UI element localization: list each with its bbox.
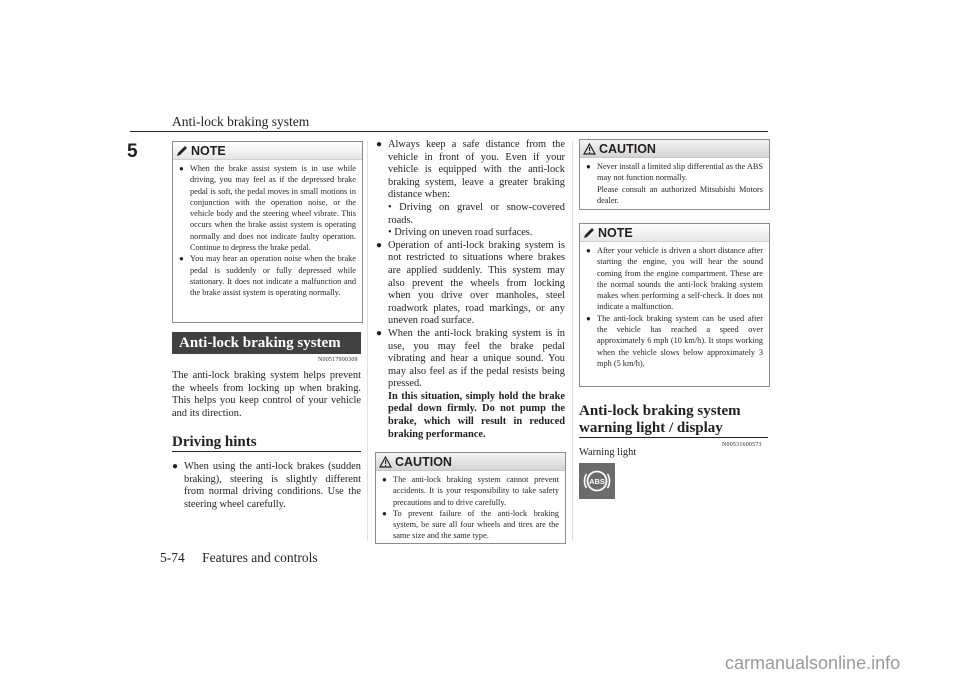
abs-icon-label: ABS <box>589 476 605 486</box>
note-list <box>179 163 356 299</box>
section-code: N00531600573 <box>722 442 762 448</box>
note-box-header <box>580 224 769 242</box>
caution-item: ● Never install a limited slip differential as the ABS may not function normally. Please consult an authorized Mitsubishi Motors dealer. <box>586 162 763 205</box>
bullet-icon: ● <box>376 139 383 150</box>
list-item: ● Always keep a safe distance from the vehicle in front of you. Even if your vehicle is equipped with the anti-lock braking system, leave a greater braking distance when: • Driving on gravel or snow-covered roads. • Driving on uneven road surfaces. <box>376 139 565 239</box>
driving-hints-list <box>172 461 361 511</box>
bullet-icon: ● <box>179 254 184 264</box>
subsection-title: Driving hints <box>172 434 361 452</box>
bullet-icon: ● <box>382 508 387 518</box>
caution-box-title: CAUTION <box>599 141 656 156</box>
chapter-tab: 5 <box>127 141 138 162</box>
caution-box-header <box>376 453 565 471</box>
note-item: ● The anti-lock braking system can be used after the vehicle has reached a speed over approximately 6 mph (10 km/h). It stops working when the vehicle slows below approximately 3 mph (5 km/h). <box>586 313 763 368</box>
section-code: N00517900309 <box>318 357 358 363</box>
safety-list <box>376 139 565 441</box>
note-pencil-icon <box>176 145 188 157</box>
page-header-title: Anti-lock braking system <box>172 114 310 129</box>
note-pencil-icon <box>583 227 595 239</box>
bullet-icon: ● <box>179 164 184 173</box>
header-rule <box>130 131 768 132</box>
warning-section-title: Anti-lock braking system warning light / display <box>579 403 768 438</box>
chapter-name: Features and controls <box>202 550 318 565</box>
caution-list <box>382 474 559 542</box>
bullet-icon: ● <box>172 461 179 472</box>
column-divider <box>572 141 573 541</box>
note-box-abs <box>579 223 770 387</box>
note-box-title: NOTE <box>598 225 633 240</box>
caution-box-title: CAUTION <box>395 454 452 469</box>
intro-paragraph: The anti-lock braking system helps prevent the wheels from locking up when braking. This helps you keep control of your vehicle and its direction. <box>172 370 361 419</box>
bullet-icon: ● <box>376 327 383 339</box>
caution-item: ● To prevent failure of the anti-lock braking system, be sure all four wheels and tires are the same size and the same type. <box>382 508 559 541</box>
warning-triangle-icon <box>583 143 596 155</box>
abs-warning-light-icon <box>579 463 615 499</box>
page-footer <box>160 550 318 566</box>
note-box-brake-assist <box>172 141 363 323</box>
note-box-header <box>173 142 362 160</box>
list-item: ● When using the anti-lock brakes (sudden braking), steering is slightly different from normal driving conditions. Use the steering wheel carefully. <box>172 461 361 510</box>
bullet-icon: ● <box>586 162 591 171</box>
section-banner: Anti-lock braking system <box>172 332 361 354</box>
note-item: ● After your vehicle is driven a short distance after starting the engine, you will hear the sound coming from the engine compartment. These are the normal sounds the anti-lock braking system makes when performing a self-check. It does not indicate a malfunction. <box>586 246 763 312</box>
warning-triangle-icon <box>379 456 392 468</box>
note-item: ● When the brake assist system is in use while driving, you may feel as if the depressed brake pedal is soft, the pedal moves in small motions in conjunction with the operation noise, or the vehicle body and the steering wheel vibrate. This occurs when the brake assist system is operating normally and does not indicate faulty operation. Continue to depress the brake pedal. <box>179 164 356 253</box>
caution-box-header <box>580 140 769 158</box>
caution-box-lsd <box>579 139 770 210</box>
caution-item: ● The anti-lock braking system cannot prevent accidents. It is your responsibility to take safety precautions and to drive carefully. <box>382 475 559 507</box>
column-divider <box>367 141 368 541</box>
bullet-icon: ● <box>586 313 591 323</box>
caution-box-abs <box>375 452 566 544</box>
note-list <box>586 245 763 369</box>
bullet-icon: ● <box>376 239 383 251</box>
bullet-icon: ● <box>382 475 387 484</box>
note-item: ● You may hear an operation noise when the brake pedal is suddenly or fully depressed while stationary. It does not indicate a malfunction and the brake assist system is operating normally. <box>179 254 356 298</box>
list-item: ● Operation of anti-lock braking system is not restricted to situations where brakes are applied suddenly. This system may also prevent the wheels from locking when you drive over manholes, steel roadwork plates, road markings, or any uneven road surface. <box>376 239 565 327</box>
warning-light-label: Warning light <box>579 447 637 458</box>
caution-list <box>586 161 763 206</box>
list-item: ● When the anti-lock braking system is in use, you may feel the brake pedal vibrating and hear a unique sound. You may also feel as if the pedal resists being pressed. In this situation, simply hold the brake pedal down firmly. Do not pump the brake, which will result in reduced braking performance. <box>376 327 565 440</box>
watermark: carmanualsonline.info <box>725 653 901 673</box>
page-number: 5-74 <box>160 550 185 565</box>
bullet-icon: ● <box>586 246 591 255</box>
abs-symbol-icon <box>582 466 612 496</box>
note-box-title: NOTE <box>191 143 226 158</box>
